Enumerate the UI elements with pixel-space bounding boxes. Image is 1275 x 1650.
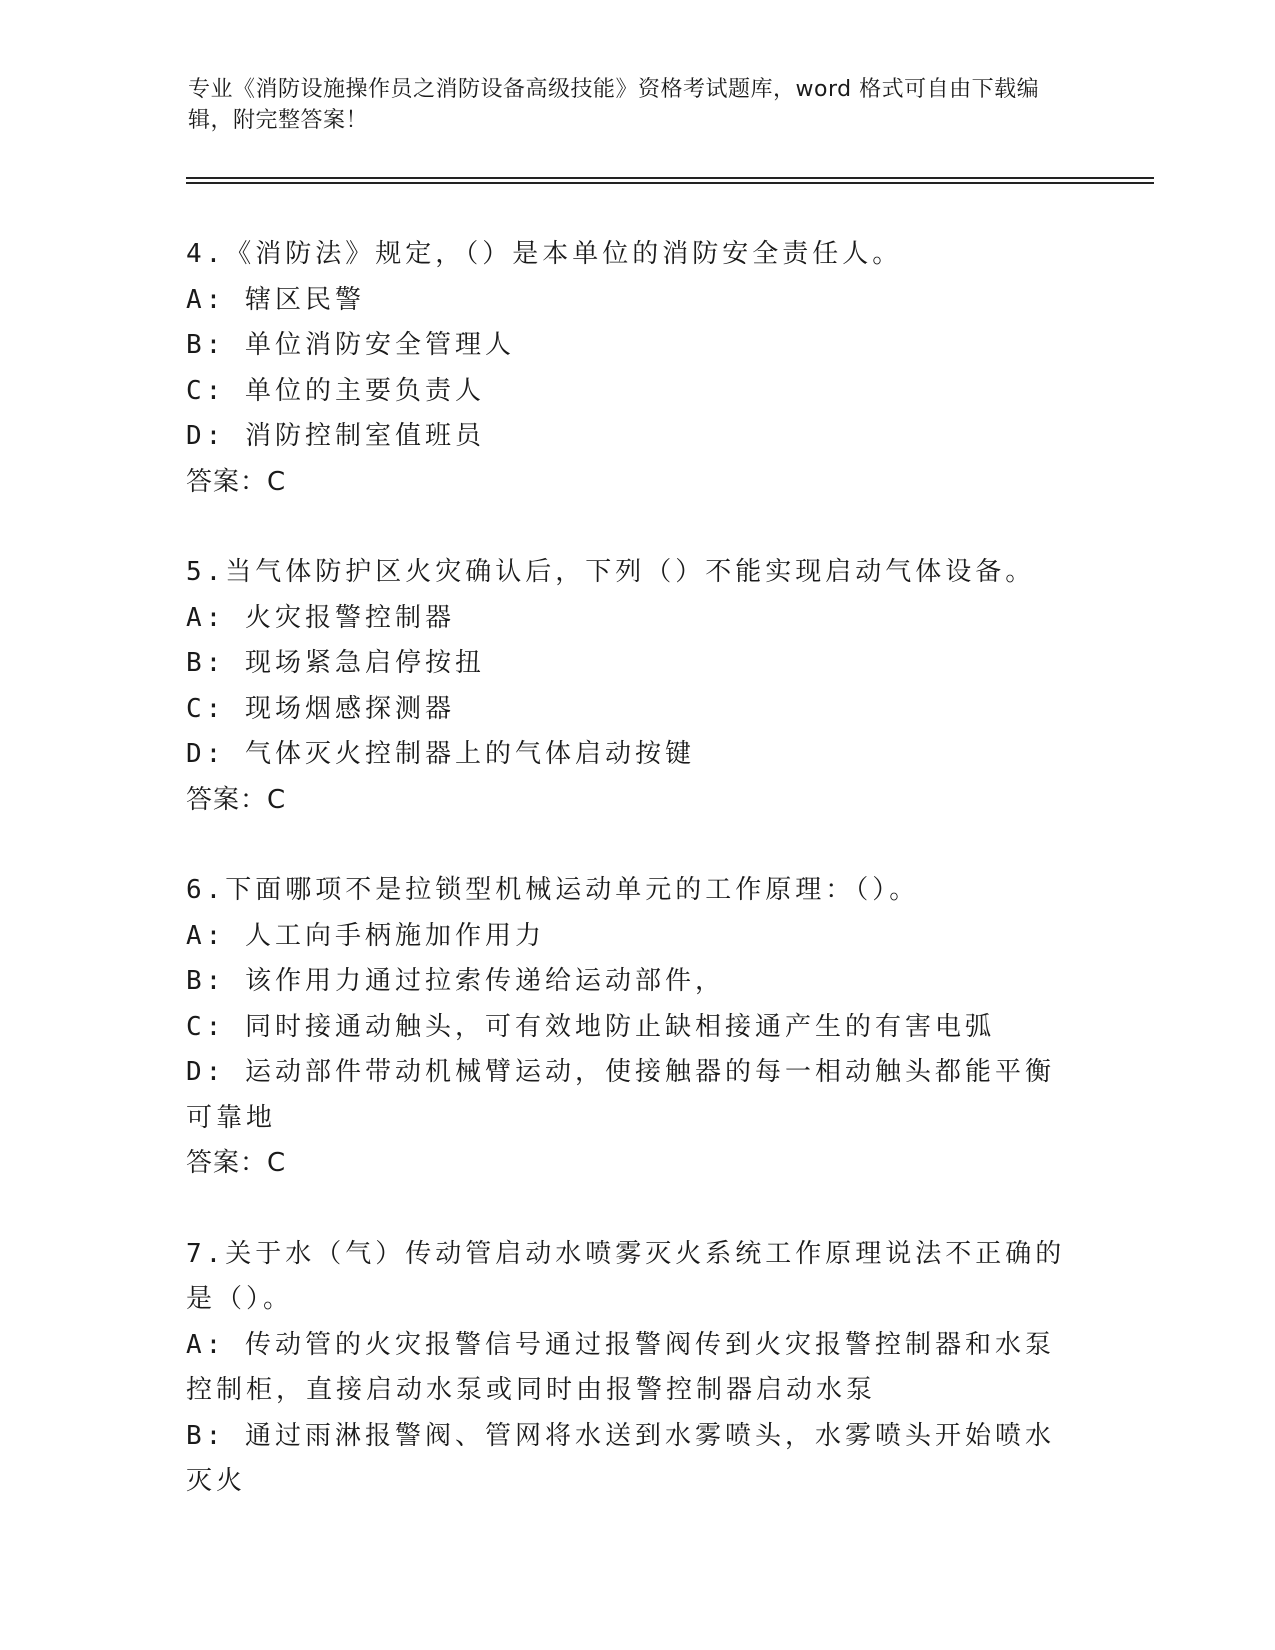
option-d: D: 消防控制室值班员	[186, 421, 485, 451]
document-header	[188, 74, 1068, 136]
question-list	[186, 232, 1076, 1550]
answer-line: 答案：C	[186, 784, 287, 815]
header-divider-bottom	[186, 182, 1154, 184]
header-text: 专业《消防设施操作员之消防设备高级技能》资格考试题库，word 格式可自由下载编辑，附完整答案！	[188, 77, 1040, 133]
header-divider-top	[186, 177, 1154, 179]
option-a: A: 人工向手柄施加作用力	[186, 920, 545, 951]
question-6	[186, 868, 1076, 1187]
question-stem: 4.《消防法》规定，（）是本单位的消防安全责任人。	[186, 239, 903, 269]
option-a: A: 传动管的火灾报警信号通过报警阀传到火灾报警控制器和水泵控制柜，直接启动水泵或同时由报警控制器启动水泵	[186, 1329, 1055, 1405]
answer-line: 答案：C	[186, 1148, 287, 1178]
option-c: C: 同时接通动触头，可有效地防止缺相接通产生的有害电弧	[186, 1011, 995, 1042]
option-d: D: 气体灭火控制器上的气体启动按键	[186, 739, 695, 769]
option-a: A: 辖区民警	[186, 284, 365, 315]
option-b: B: 单位消防安全管理人	[186, 330, 515, 360]
option-c: C: 单位的主要负责人	[186, 375, 485, 406]
question-stem: 6.下面哪项不是拉锁型机械运动单元的工作原理：（）。	[186, 875, 920, 905]
question-stem: 5.当气体防护区火灾确认后，下列（）不能实现启动气体设备。	[186, 557, 1036, 587]
option-c: C: 现场烟感探测器	[186, 693, 455, 724]
option-b: B: 通过雨淋报警阀、管网将水送到水雾喷头，水雾喷头开始喷水灭火	[186, 1420, 1055, 1496]
question-4	[186, 232, 1076, 505]
question-7	[186, 1232, 1076, 1505]
option-a: A: 火灾报警控制器	[186, 602, 455, 633]
option-b: B: 现场紧急启停按扭	[186, 648, 485, 678]
option-b: B: 该作用力通过拉索传递给运动部件，	[186, 966, 725, 996]
option-d: D: 运动部件带动机械臂运动，使接触器的每一相动触头都能平衡可靠地	[186, 1057, 1055, 1133]
question-5	[186, 550, 1076, 823]
answer-line: 答案：C	[186, 466, 287, 497]
question-stem: 7.关于水（气）传动管启动水喷雾灭火系统工作原理说法不正确的是（）。	[186, 1238, 1066, 1314]
